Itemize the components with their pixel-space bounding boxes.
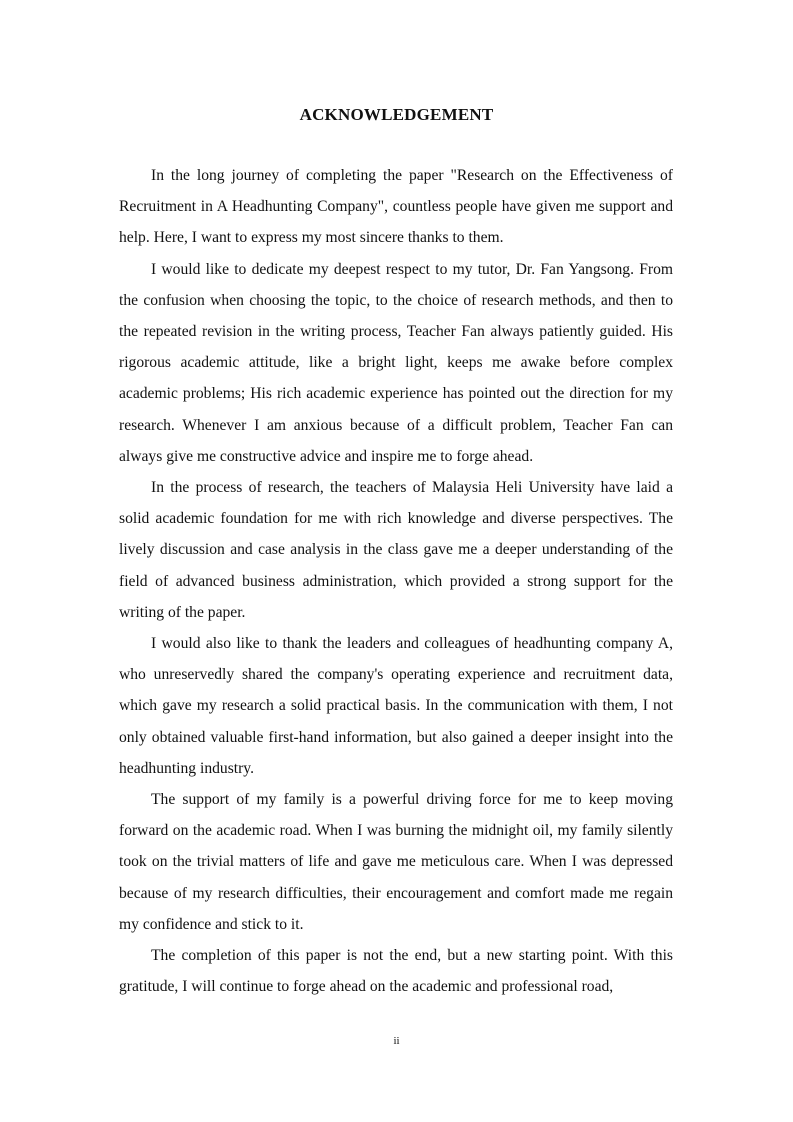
body-text	[119, 160, 673, 1002]
page-title: ACKNOWLEDGEMENT	[299, 105, 494, 124]
paragraph-family: The support of my family is a powerful driving force for me to keep moving forward on the academic road. When I was burning the midnight oil, my family silently took on the trivial matters of life and gave me meticulous care. When I was depressed because of my research difficulties, their encouragement and comfort made me regain my confidence and stick to it.	[119, 791, 673, 933]
page-number: ii	[393, 1035, 400, 1047]
paragraph-tutor: I would like to dedicate my deepest respect to my tutor, Dr. Fan Yangsong. From the confusion when choosing the topic, to the choice of research methods, and then to the repeated revision in the writing process, Teacher Fan always patiently guided. His rigorous academic attitude, like a bright light, keeps me awake before complex academic problems; His rich academic experience has pointed out the direction for my research. Whenever I am anxious because of a difficult problem, Teacher Fan can always give me constructive advice and inspire me to forge ahead.	[119, 260, 673, 465]
paragraph-colleagues: I would also like to thank the leaders and colleagues of headhunting company A, who unreservedly shared the company's operating experience and recruitment data, which gave my research a solid practical basis. In the communication with them, I not only obtained valuable first-hand information, but also gained a deeper insight into the headhunting industry.	[119, 635, 673, 777]
paragraph-intro: In the long journey of completing the paper "Research on the Effectiveness of Recruitment in A Headhunting Company", countless people have given me support and help. Here, I want to express my most sincere thanks to them.	[119, 167, 673, 247]
paragraph-closing: The completion of this paper is not the end, but a new starting point. With this gratitude, I will continue to forge ahead on the academic and professional road,	[119, 947, 673, 996]
paragraph-teachers: In the process of research, the teachers of Malaysia Heli University have laid a solid academic foundation for me with rich knowledge and diverse perspectives. The lively discussion and case analysis in the class gave me a deeper understanding of the field of advanced business administration, which provided a strong support for the writing of the paper.	[119, 479, 673, 621]
